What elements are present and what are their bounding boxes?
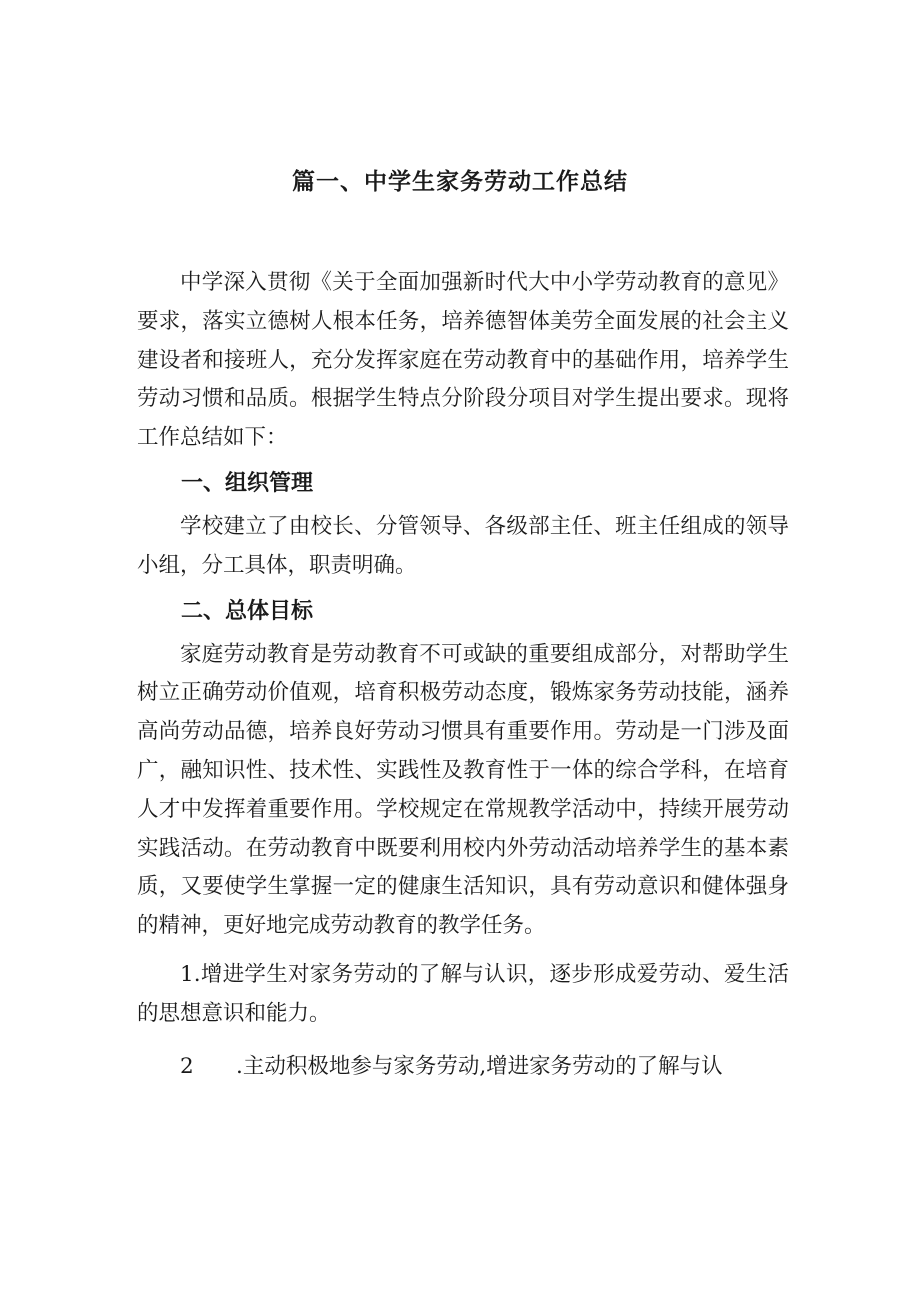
section-paragraph-goals: 家庭劳动教育是劳动教育不可或缺的重要组成部分，对帮助学生树立正确劳动价值观，培育积极劳动态度，锻炼家务劳动技能，涵养高尚劳动品德，培养良好劳动习惯具有重要作用。劳动是一门涉及面广，融知识性、技术性、实践性及教育性于一体的综合学科，在培育人才中发挥着重要作用。学校规定在常规教学活动中，持续开展劳动实践活动。在劳动教育中既要利用校内外劳动活动培养学生的基本素质，又要使学生掌握一定的健康生活知识，具有劳动意识和健体强身的精神，更好地完成劳动教育的教学任务。 [137,641,789,939]
intro-paragraph: 中学深入贯彻《关于全面加强新时代大中小学劳动教育的意见》要求，落实立德树人根本任务，培养德智体美劳全面发展的社会主义建设者和接班人，充分发挥家庭在劳动教育中的基础作用，培养学生劳动习惯和品质。根据学生特点分阶段分项目对学生提出要求。现将工作总结如下： [137,270,789,451]
list-item [137,1048,789,1087]
list-item-text: .增进学生对家务劳动的了解与认识，逐步形成爱劳动、爱生活的思想意识和能力。 [137,961,789,1026]
document-body [137,264,789,1086]
list-item-text: .主动积极地参与家务劳动,增进家务劳动的了解与认 [236,1053,723,1079]
list-item-number: 2 [180,1053,194,1079]
list-item [137,956,789,1034]
list-item-number: 1 [180,961,194,987]
document-title: 篇一、中学生家务劳动工作总结 [292,169,628,195]
section-paragraph-organization: 学校建立了由校长、分管领导、各级部主任、班主任组成的领导小组，分工具体，职责明确。 [137,513,789,578]
section-heading-goals: 二、总体目标 [181,598,314,624]
section-heading-organization: 一、组织管理 [181,470,314,496]
